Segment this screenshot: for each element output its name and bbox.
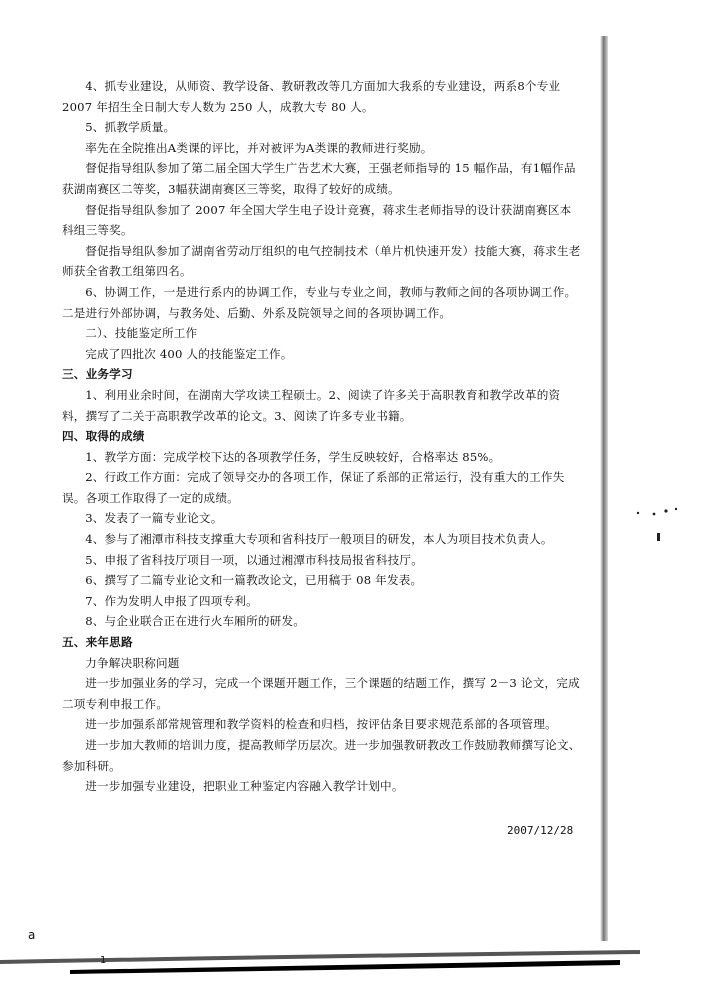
document-date: 2007/12/28 (507, 824, 574, 837)
section-heading: 三、业务学习 (62, 367, 133, 382)
paragraph: 2、行政工作方面：完成了领导交办的各项工作，保证了系部的正常运行，没有重大的工作失误。各项工作取得了一定的成绩。 (62, 470, 565, 505)
paragraph: 进一步加强系部常规管理和教学资料的检查和归档，按评估条目要求规范系部的各项管理。 (85, 717, 557, 732)
paragraph: 1、利用业余时间，在湖南大学攻读工程硕士。2、阅读了许多关于高职教育和教学改革的资料，撰写了二关于高职教学改革的论文。3、阅读了许多专业书籍。 (62, 387, 561, 423)
paragraph: 5、申报了省科技厅项目一项，以通过湘潭市科技局报省科技厅。 (85, 552, 423, 567)
corner-mark-2: 1 (100, 955, 107, 966)
paragraph: 率先在全院推出A类课的评比，并对被评为A类课的教师进行奖励。 (85, 140, 433, 155)
paragraph: 力争解决职称问题 (85, 655, 180, 670)
paragraph: 5、抓教学质量。 (85, 120, 176, 135)
paragraph: 进一步加强业务的学习，完成一个课题开题工作，三个课题的结题工作，撰写 2－3 论文，完成二项专利申报工作。 (62, 676, 580, 711)
paragraph: 督促指导组队参加了湖南省劳动厅组织的电气控制技术（单片机快速开发）技能大赛，蒋求生老师获全省教工组第四名。 (62, 243, 581, 279)
paragraph: 进一步加大教师的培训力度，提高教师学历层次。进一步加强教研教改工作鼓励教师撰写论文、参加科研。 (62, 738, 581, 773)
paragraph: 1、教学方面：完成学校下达的各项教学任务，学生反映较好，合格率达 85%。 (85, 449, 501, 464)
paragraph: 二）、技能鉴定所工作 (85, 326, 198, 341)
section-heading: 五、来年思路 (62, 635, 133, 650)
paragraph: 完成了四批次 400 人的技能鉴定工作。 (85, 346, 293, 361)
scan-noise-specks (630, 505, 690, 545)
paragraph: 6、协调工作，一是进行系内的协调工作，专业与专业之间，教师与教师之间的各项协调工作。二是进行外部协调，与教务处、后勤、外系及院领导之间的各项协调工作。 (62, 284, 577, 320)
paragraph: 督促指导组队参加了 2007 年全国大学生电子设计竞赛，蒋求生老师指导的设计获湖南赛区本科组三等奖。 (62, 202, 572, 238)
paragraph: 8、与企业联合正在进行火车厢所的研发。 (85, 614, 306, 629)
paragraph: 7、作为发明人申报了四项专利。 (85, 593, 258, 608)
section-heading: 四、取得的成绩 (62, 429, 145, 444)
paragraph: 3、发表了一篇专业论文。 (85, 511, 223, 526)
paragraph: 进一步加强专业建设，把职业工种鉴定内容融入教学计划中。 (85, 779, 404, 794)
paragraph: 4、抓专业建设，从师资、教学设备、教研教改等几方面加大我系的专业建设，两系8个专业 2007 年招生全日制大专人数为 250 人，成教大专 80 人。 (62, 79, 561, 114)
paragraph: 督促指导组队参加了第二届全国大学生广告艺术大赛，王强老师指导的 15 幅作品，有1幅作品获湖南赛区二等奖，3幅获湖南赛区三等奖，取得了较好的成绩。 (62, 161, 576, 196)
page-edge-shadow (600, 36, 608, 941)
paragraph: 6、撰写了二篇专业论文和一篇教改论文，已用稿于 08 年发表。 (85, 573, 423, 588)
document-body (62, 76, 582, 797)
paragraph: 4、参与了湘潭市科技支撑重大专项和省科技厅一般项目的研发，本人为项目技术负责人。 (85, 532, 553, 547)
corner-mark: a (28, 928, 36, 942)
scan-bottom-shadow (0, 930, 640, 978)
